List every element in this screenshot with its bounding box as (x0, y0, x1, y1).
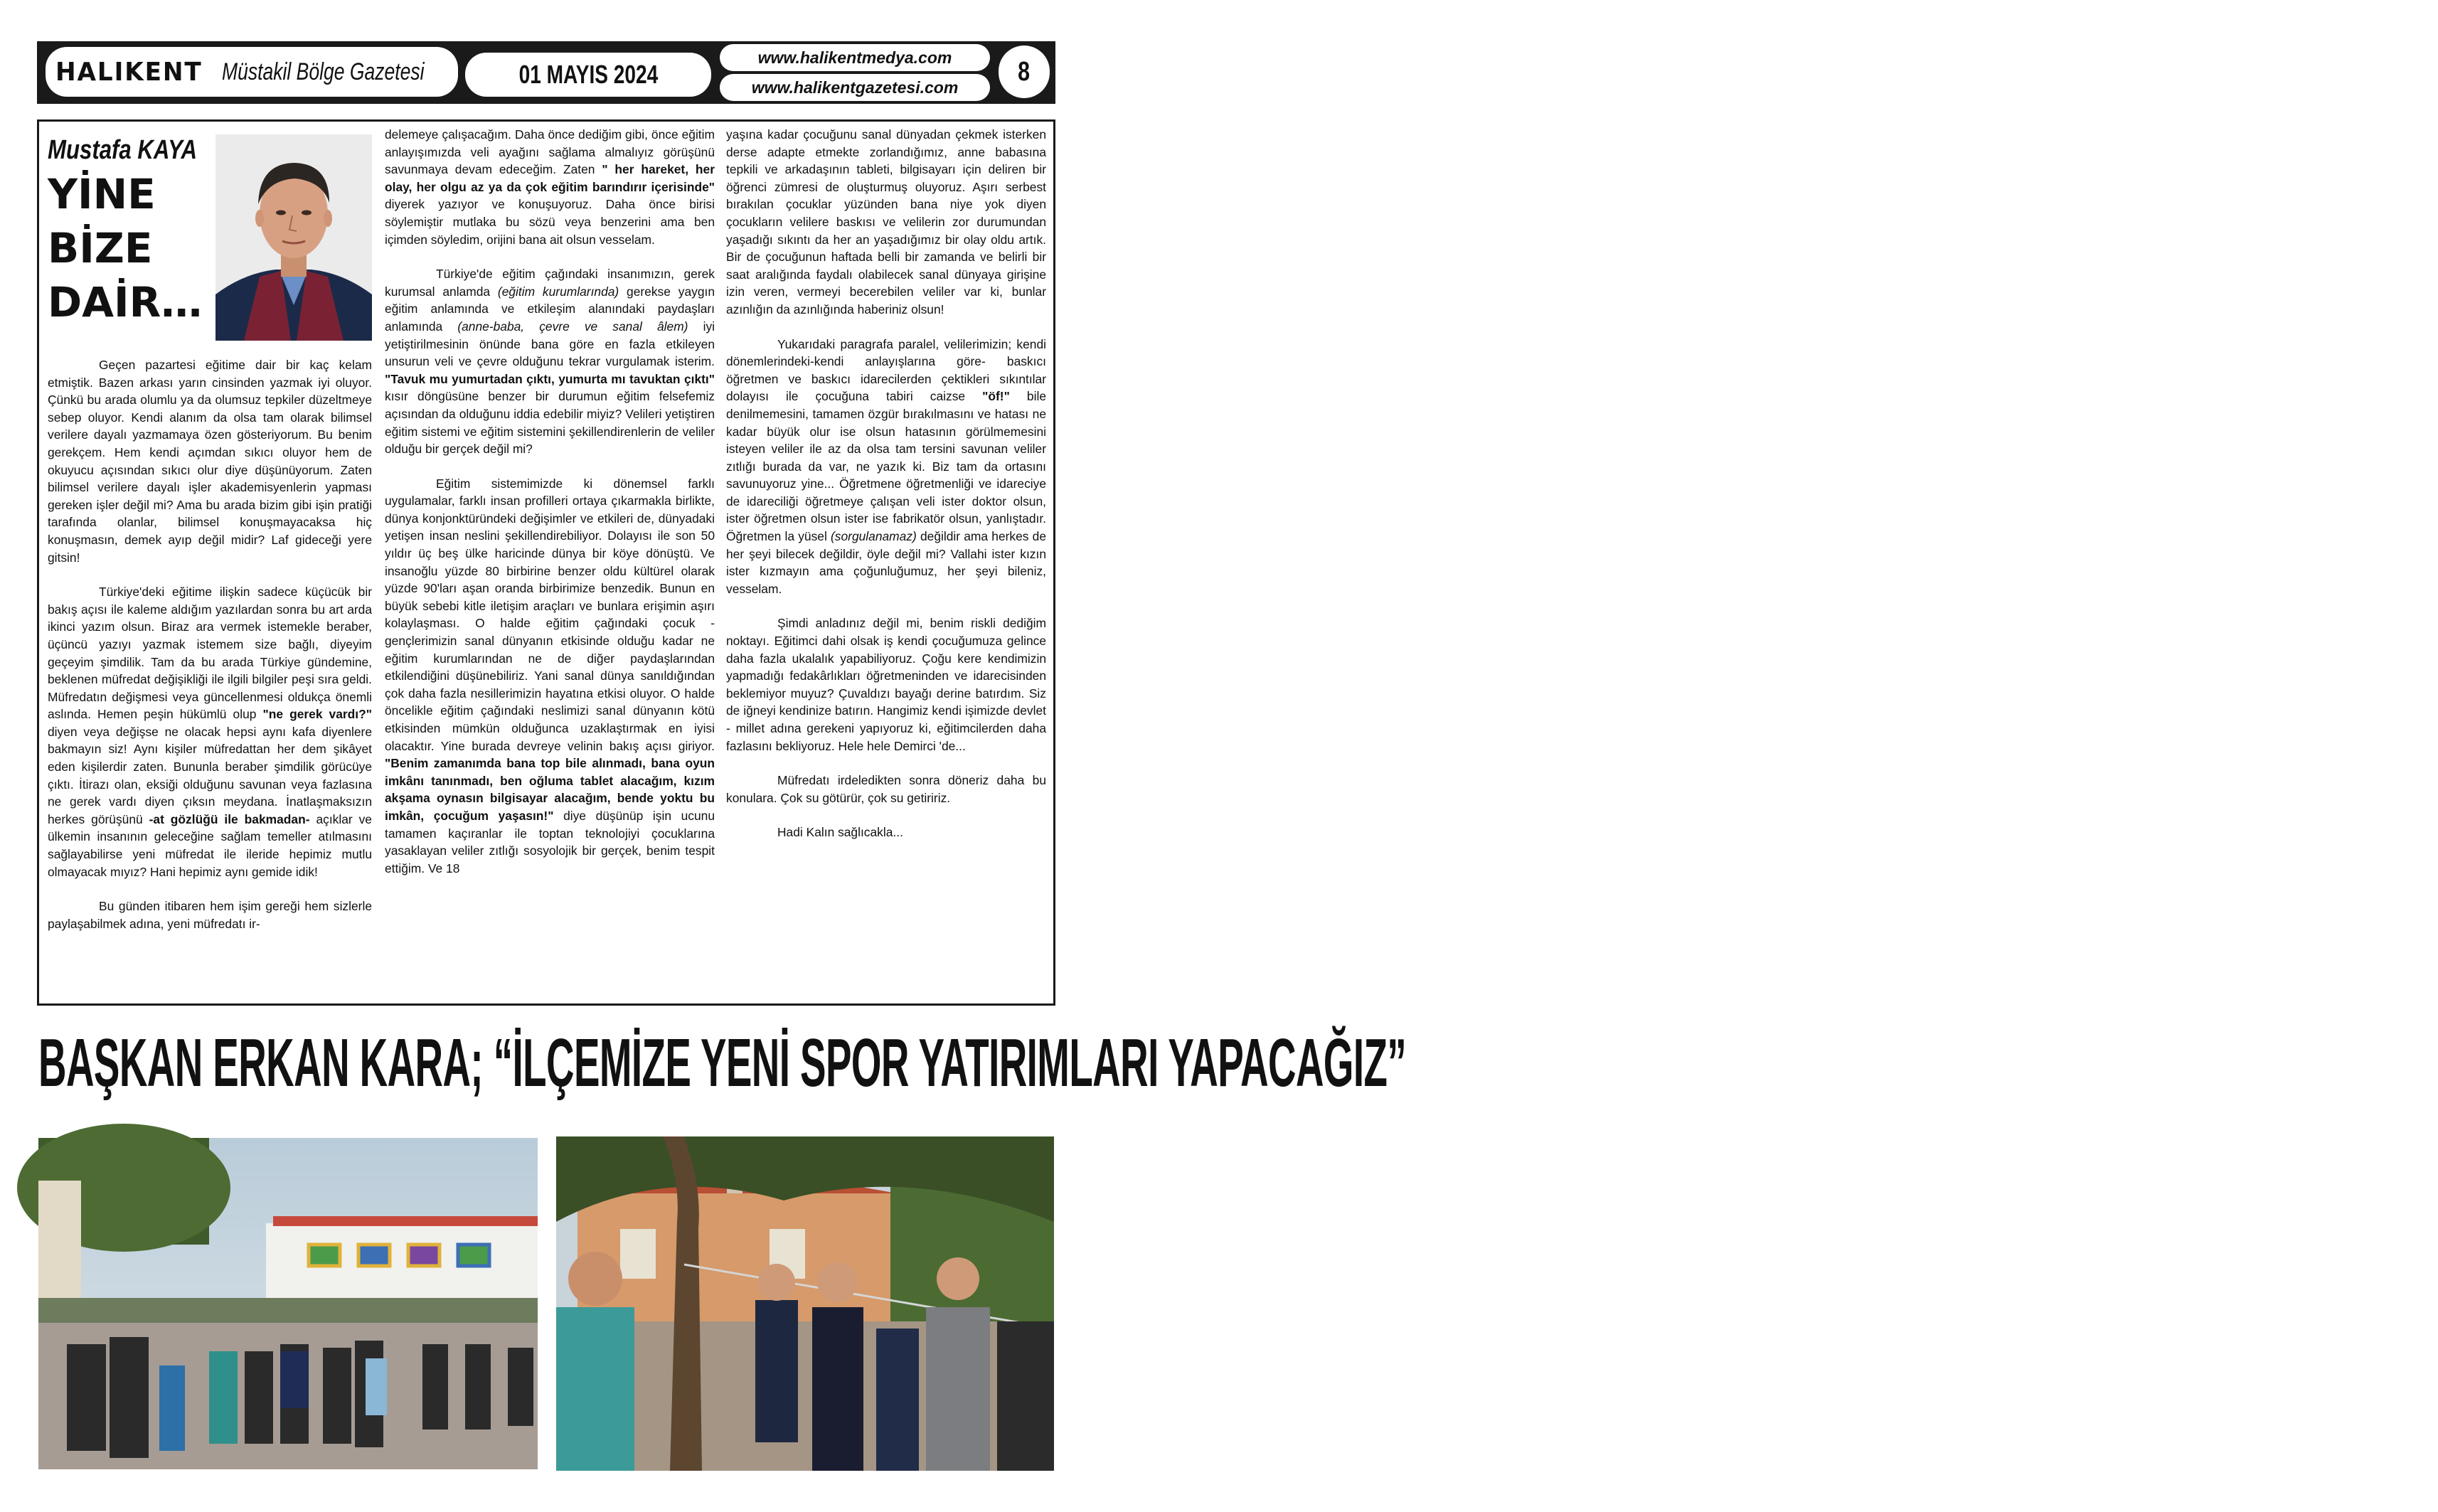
issue-date: 01 MAYIS 2024 (518, 60, 658, 89)
volleyball-photo-image (556, 1136, 1054, 1471)
news-photo-right (556, 1136, 1054, 1471)
author-portrait-image (215, 134, 372, 341)
text-run: delemeye çalışacağım. Daha önce dediğim gibi, önce eğitim anlayışımızda veli ayağını sağlama almalıyız görüşünü savunmaya devam edeceğim. Zaten (385, 127, 715, 177)
text-run: iyi yetiştirilmesinin önünde bana göre en fazla etkileyen unsurun veli ve çevre olduğunu tekrar vurgulamak isterim. (385, 319, 715, 369)
author-name: Mustafa KAYA (48, 135, 198, 165)
text-run: Türkiye'de eğitim çağındaki insanımızın, gerek kurumsal anlamda (385, 267, 715, 299)
website-link-2[interactable]: www.halikentgazetesi.com (751, 78, 959, 97)
page-number-pill (999, 46, 1050, 98)
text-run: diyen veya değişse ne olacak hepsi aynı kafa diyenlere bakmayın siz! Aynı kişiler müfredattan her dem şikâyet eden kişilerdir zaten. Bununla beraber şimdilik görücüye çıktı. İtirazı olan, eksiği olduğunu savunan veya fazlasına ne gerek vardı diyen çıksın meydana. İnatlaşmaksızın herkes görüşünü (48, 724, 372, 826)
author-photo (215, 134, 372, 341)
text-run: değildir ama herkes de her şeyi bilecek değildir, öyle değil mi? Vallahi ister kızın ister kızmayın ama çoğunluğumuz, her şeyi bileniz, vesselam. (726, 529, 1046, 596)
paragraph (726, 336, 1046, 598)
column-title-line-3: DAİR… (48, 278, 203, 326)
news-headline (38, 1024, 1407, 1102)
opinion-column (37, 119, 1055, 1006)
text-run: kısır döngüsüne benzer bir durumun eğitim felsefemiz açısından da olduğunu iddia edebilir miyiz? Velileri yetiştiren eğitim sistemi ve eğitim sistemini şekillendirenlerin de veliler olduğu bir gerçek değil mi? (385, 389, 715, 457)
paragraph (385, 475, 715, 878)
website-pill-1 (720, 44, 990, 71)
page-number: 8 (1018, 56, 1031, 87)
bold-quote: "ne gerek vardı?" (262, 707, 372, 722)
bold-quote: "öf!" (982, 389, 1010, 404)
column-text-1 (48, 126, 372, 949)
text-run: Türkiye'deki eğitime ilişkin sadece küçücük bir bakış açısı ile kaleme aldığım yazılardan sonra bu art arda ikinci yazım olsun. Biraz ara vermek istemekle beraber, üçüncü yazıyı yazmak istemem size bağlı, diyeyim geçeyim şimdilik. Tam da bu arada Türkiye gündemine, beklenen müfredat değişikliği ile ilgili bilgiler peşi sıra geldi. Müfredatın değişmesi veya güncellenmesi oldukça önemli aslında. Hemen peşin hükümlü olup (48, 585, 372, 722)
italic-run: (sorgulanamaz) (831, 529, 917, 544)
italic-run: (eğitim kurumlarında) (497, 284, 619, 299)
paragraph (385, 265, 715, 458)
paragraph: Geçen pazartesi eğitime dair bir kaç kelam etmiştik. Bazen arkası yarın cinsinden yazmak iyi oluyor. Çünkü bu arada olumlu ya da olumsuz tepkiler düzeltmeye sebep oluyor. Kendi alanım da olsa tam olarak bilimsel verilere dayalı yazmamaya özen gösteriyorum. Bu benim gerekçem. Hem kendi açımdan sıkıcı oluyor hem de okuyucu açısından sıkıcı olur diye düşünüyorum. Zaten bilimsel verilere dayalı işler akademisyenlerin yapması gereken işler değil mi? Ama bu arada bizim gibi işin pratiği tarafında olanlar, bilimsel konuşmayacaksa hiç konuşmasın, demek ayıp değil midir? Laf gideceği yere gitsin! (48, 358, 372, 565)
newspaper-name: HALIKENT (55, 57, 203, 87)
news-headline-text: BAŞKAN ERKAN KARA; “İLÇEMİZE YENİ SPOR YATIRIMLARI YAPACAĞIZ” (38, 1025, 1407, 1101)
paragraph: Bu günden itibaren hem işim gereği hem sizlerle paylaşabilmek adına, yeni müfredatı ir- (48, 899, 372, 931)
text-run: Yukarıdaki paragrafa paralel, velilerimizin; kendi dönemlerindeki-kendi anlayışlarına göre- baskıcı öğretmen ve baskıcı idarecilerden çektikleri sıkıntılar dolayısı ile çocuğuna tabiri caizse (726, 336, 1046, 404)
newspaper-subtitle: Müstakil Bölge Gazetesi (221, 58, 424, 85)
column-title-line-2: BİZE (48, 224, 153, 272)
bold-quote: -at gözlüğü ile bakmadan- (149, 811, 310, 826)
text-run: açıklar ve ülkemin insanının geleceğine sağlam temeller atılmasını sağlayabilirse yeni müfredat ile ileride hepimiz mutlu olmayacak mıyız? Hani hepimiz aynı gemide idik! (48, 811, 372, 879)
brand-pill (46, 47, 458, 97)
italic-run: (anne-baba, çevre ve sanal âlem) (457, 319, 688, 334)
paragraph: yaşına kadar çocuğunu sanal dünyadan çekmek isterken derse adapte etmekte zorlandığımız, anne babasına tepkili ve arkadaşının tableti, bilgisayarı için deliren bir öğrenci zümresi de oluşturmuş oluyoruz. Aşırı serbest bırakılan çocuklar yüzünden bana niye yok diyen çocukların velilere baskısı ve velilerin zor durumundan yaşadığı sıkıntı da her an yaşadığımız bir olay oldu artık. Bir de çocuğunun haftada belli bir zamanda ve belirli bir saat aralığında faydalı olabilecek sanal dünyaya girişine izin veren, vermeyi becerebilen veliler var ki, bunlar azınlığın da azınlığında haberiniz olsun! (726, 127, 1046, 316)
column-header (48, 126, 204, 329)
date-pill (465, 53, 711, 97)
column-title (48, 167, 204, 329)
news-photo-left (38, 1138, 538, 1469)
column-text-2 (385, 126, 715, 894)
column-title-line-1: YİNE (48, 170, 156, 218)
bold-quote: " her hareket, her olay, her olgu az ya da çok eğitim barındırır içerisinde" (385, 162, 715, 194)
bold-quote: "Tavuk mu yumurtadan çıktı, yumurta mı tavuktan çıktı" (385, 371, 715, 386)
website-pill-2 (720, 74, 990, 101)
text-run: bile denilmemesini, tamamen özgür bırakılmasını ve hatası ne kadar büyük olur ise olsun hatasının görülmemesini isteyen veliler ile az da olsa tam tersini savunan veliler zıtlığı burada da var, ne yazık ki. Biz tam da ortasını savunuyoruz yine... Öğretmene öğretmenliği ve idareciye de idareciliği öğretmeye çalışan veli ister doktor olsun, ister öğretmen olsun ister ise fabrikatör olsun, yanlıştadır. Öğretmen la yüsel (726, 389, 1046, 544)
text-run: Eğitim sistemimizde ki dönemsel farklı uygulamalar, farklı insan profilleri ortaya çıkarmakla birlikte, dünya konjonktüründeki değişimler ve etkileri de, dünyadaki yetişen insan neslini şekillendirebiliyor. Dolayısı ile son 50 yıldır üç beş ülke haricinde dünya bir köye dönüştü. Ve insanoğlu yüzde 80 birbirine benzer oldu kültürel olarak yüzde 90'ları aşan oranda birbirimize benzedik. Bunun en büyük sebebi kitle iletişim araçları ve bunlara erişimin aşırı kolaylaşması. O halde eğitim çağındaki çocuk - gençlerimizin sanal dünyanın etkisinde olduğu kadar ne eğitim kurumlarından ne de diğer paydaşlarından etkilendiğini düşünebiliriz. Yani sanal dünya sanıldığından çok daha fazla nesillerimizin hayatına etkisi oluyor. O halde öncelikle eğitim çağındaki neslimizi sanal dünyanın kötü etkisinden mümkün olduğunca uzaklaştırmak en iyisi olacaktır. Yine burada devreye velinin bakış açısı giriyor. (385, 476, 715, 753)
schoolyard-photo-image (38, 1138, 538, 1469)
text-run: gerekse yaygın eğitim anlamında ve etkileşim alanındaki paydaşları anlamında (385, 284, 715, 334)
text-run: diyerek yazıyor ve konuşuyoruz. Daha önce birisi söylemiştir mutlaka bu sözü veya benzerini ama ben içimden söyledim, orijini bana ait olsun vesselam. (385, 197, 715, 247)
website-link-1[interactable]: www.halikentmedya.com (757, 48, 952, 67)
masthead (37, 41, 1055, 104)
paragraph: Şimdi anladınız değil mi, benim riskli dediğim noktayı. Eğitimci dahi olsak iş kendi çocuğumuza gelince daha fazla ukalalık yapabiliyoruz. Çoğu kere kendimizin yapmadığı fedakârlıkları öğretmeninden ve idarecisinden beklemiyor muyuz? Çuvaldızı bayağı derine batırdım. Siz de iğneyi kendinize batırın. Hangimiz kendi işimizde devlet - millet adına gerekeni yapıyoruz ki, eğitimcilerden daha fazlasını bekliyoruz. Hele hele Demirci 'de... (726, 616, 1046, 753)
text-run: diye düşünüp işin ucunu tamamen kaçıranlar ile toptan teknolojiyi çocuklarına yasaklayan veliler zıtlığı sosyolojik bir gerçek, benim tespit ettiğim. Ve 18 (385, 808, 715, 875)
sign-off: Hadi Kalın sağlıcakla... (777, 825, 903, 840)
column-text-3 (726, 126, 1046, 858)
bold-quote: "Benim zamanımda bana top bile alınmadı, bana oyun imkânı tanınmadı, ben oğluma tablet alacağım, kızım akşama oynasın bilgisayar alacağım, bende yoktu bu imkân, çocuğum yaşasın!" (385, 756, 715, 823)
paragraph (385, 126, 715, 248)
paragraph (48, 583, 372, 880)
paragraph: Müfredatı irdeledikten sonra döneriz daha bu konulara. Çok su götürür, çok su getiririz. (726, 773, 1046, 805)
